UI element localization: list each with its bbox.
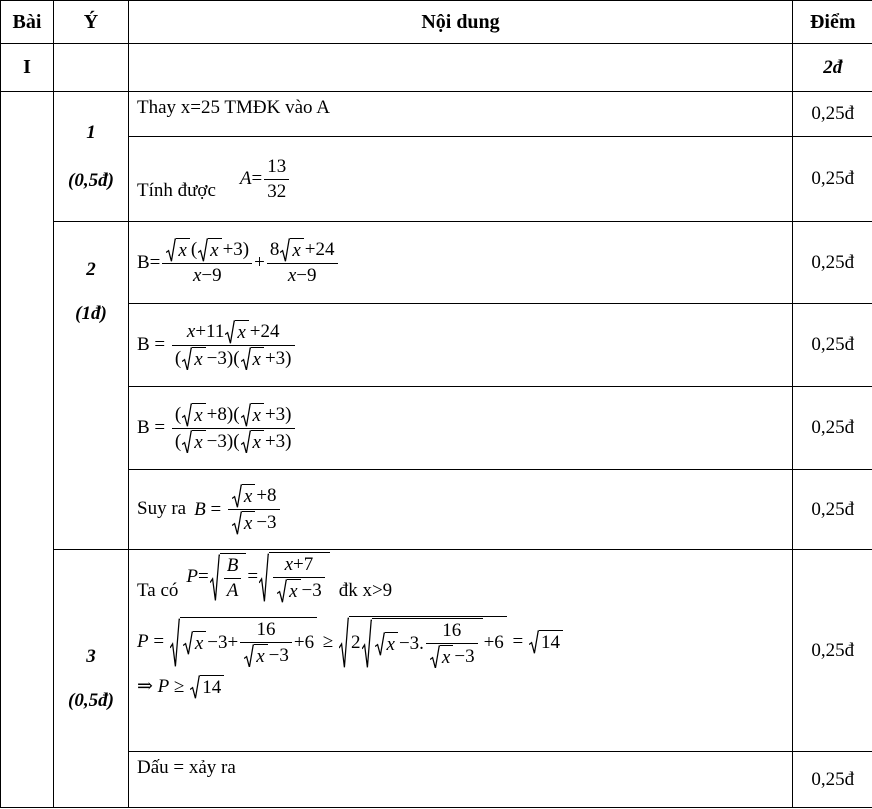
math-text: +6 [483,632,504,654]
math-expression [137,238,340,287]
content-cell [129,470,793,550]
math-sqrt [182,347,205,371]
y-group-2-cell [54,222,129,550]
math-variable: x [194,348,203,370]
radical-icon [241,347,251,371]
math-text: −3 [256,512,277,533]
radical-icon [241,430,251,454]
content-line [137,484,786,535]
math-text: +8 [256,485,277,507]
math-sqrt-content [254,644,267,668]
math-expression [137,616,564,669]
math-text: 32 [267,180,287,202]
math-variable: x [237,321,246,343]
math-sqrt-content [192,430,205,454]
math-sqrt [210,553,247,602]
math-text: = [205,498,226,520]
content-line [137,156,786,203]
math-variable: x [252,404,261,426]
math-variable: B [226,555,239,576]
math-sqrt [430,645,453,669]
math-text: +3) [264,347,292,369]
content-cell [129,387,793,470]
header-noi-dung: Nội dung [129,1,793,44]
math-denominator [273,578,325,603]
math-sqrt-content [440,645,453,669]
math-text: −9 [296,265,317,286]
table-row [1,92,872,137]
score-cell: 0,25đ [793,470,872,550]
math-variable: x [289,580,298,602]
math-sqrt-content [220,553,247,602]
math-sqrt-content [242,511,255,535]
math-denominator [240,643,292,668]
math-expression [194,484,281,535]
math-text: = [247,566,259,588]
text-segment: đk x>9 [338,579,393,601]
math-text: ( [174,403,182,425]
math-text: B = [137,417,170,439]
content-cell [129,752,793,808]
math-sqrt-content [269,552,330,603]
radical-icon [375,632,385,656]
math-sqrt-content [242,484,255,508]
math-sqrt-content [192,403,205,427]
math-text: −3+ [207,632,239,654]
math-text: ( [190,239,198,261]
text-segment: Suy ra [137,498,187,520]
math-text: +3) [222,239,250,261]
math-variable: x [194,633,204,655]
radical-icon [430,645,440,669]
y-group-1-cell [54,92,129,222]
math-numerator [267,238,338,263]
score-cell: 0,25đ [793,304,872,387]
content-cell [129,222,793,304]
score-cell: 0,25đ [793,387,872,470]
table-row [1,304,872,387]
math-sqrt [529,630,563,654]
math-fraction [172,320,295,371]
math-sqrt [232,511,255,535]
radical-icon [241,403,251,427]
math-fraction [267,238,338,287]
radical-icon [182,430,192,454]
math-text: +3) [264,403,292,425]
radical-icon [232,484,242,508]
content-line [137,552,786,603]
section-y-empty [54,44,129,92]
math-text: −9 [201,265,222,286]
math-fraction [172,403,295,454]
math-expression [137,675,225,699]
math-numerator [162,238,252,263]
math-text: = [251,168,263,190]
math-sqrt-content [349,616,507,669]
radical-icon [225,320,235,344]
radical-icon [259,552,269,603]
text-segment: Tính được [137,179,216,201]
score-cell: 0,25đ [793,222,872,304]
math-text: 13 [267,155,287,177]
header-y: Ý [54,1,129,44]
math-text: −3. [398,633,424,655]
y-group-number: 3 [86,645,96,667]
math-text: 16 [442,619,462,641]
math-sqrt [244,644,267,668]
y-group-number: 1 [86,121,96,143]
math-text: +6 [293,632,315,654]
table-row [1,752,872,808]
y-group-points: (0,5đ) [68,689,114,711]
section-bai-label: I [1,44,54,92]
math-fraction [240,619,292,668]
math-text: ( [174,347,182,369]
math-sqrt [241,347,264,371]
content-line [137,616,786,669]
header-row [1,1,872,44]
text-segment: Ta có [137,579,179,601]
math-variable: x [194,404,203,426]
math-text: B= [137,251,161,273]
math-fraction [228,484,280,535]
math-text: +8)( [206,403,240,425]
math-sqrt-content [539,630,563,654]
radical-icon [182,347,192,371]
radical-icon [277,579,287,603]
math-text: −3 [301,579,322,601]
math-variable: x [210,240,219,262]
math-variable: x [252,431,261,453]
math-denominator [285,264,320,287]
score-cell: 0,25đ [793,92,872,137]
math-variable: x [192,265,202,286]
y-group-points: (1đ) [75,302,107,324]
radical-icon [244,644,254,668]
math-sqrt-content [251,403,264,427]
math-variable: P [186,566,199,588]
table-row [1,222,872,304]
math-sqrt [190,675,224,699]
math-variable: A [226,579,239,601]
math-sqrt [241,403,264,427]
math-sqrt-content [193,631,206,655]
math-variable: x [386,634,395,656]
math-variable: x [256,645,265,667]
math-sqrt-content [251,430,264,454]
math-text: = [507,631,529,653]
math-variable: x [194,431,203,453]
radical-icon [198,238,208,262]
math-expression [137,320,297,371]
radical-icon [362,618,372,669]
math-text: ≥ [169,676,190,698]
radical-icon [183,631,193,655]
math-numerator [184,320,283,345]
math-sqrt-content [176,238,189,262]
content-cell [129,304,793,387]
math-text: 16 [256,618,276,640]
math-denominator [264,180,289,203]
text-segment: Dấu = xảy ra [137,757,236,778]
math-expression [240,156,291,203]
math-denominator [190,264,225,287]
math-fraction [426,620,478,669]
math-variable: A [239,168,252,190]
math-text: 14 [541,632,561,654]
math-text: = [148,631,169,653]
y-group-3-cell [54,550,129,808]
math-fraction [264,156,289,203]
radical-icon [182,403,192,427]
math-sqrt [232,484,255,508]
math-text: −3 [268,644,289,666]
y-group-points: (0,5đ) [68,169,114,191]
math-text: ≥ [318,631,339,653]
math-fraction [162,238,252,287]
math-text: ⇒ [137,676,158,698]
math-text: ( [174,430,182,452]
table-row [1,137,872,222]
score-cell: 0,25đ [793,752,872,808]
math-variable: x [178,240,187,262]
math-sqrt-content [385,632,398,656]
math-sqrt [259,552,330,603]
math-denominator [228,510,280,535]
math-sqrt-content [192,347,205,371]
math-numerator [228,484,280,509]
math-sqrt-content [290,238,303,262]
math-sqrt [362,618,483,669]
math-variable: x [292,240,301,262]
math-text: −3)( [206,430,240,452]
math-text: +24 [249,320,280,342]
math-text: +3) [264,430,292,452]
section-row [1,44,872,92]
math-variable: P [157,676,170,698]
math-numerator [282,554,317,577]
content-line [137,403,786,454]
math-denominator [172,346,295,371]
math-sqrt [225,320,248,344]
math-variable: x [186,320,196,342]
math-text: B = [137,334,170,356]
math-sqrt-content [251,347,264,371]
radical-icon [190,675,200,699]
math-variable: x [287,265,297,286]
radical-icon [166,238,176,262]
radical-icon [339,616,349,669]
math-sqrt [183,631,206,655]
table-row [1,387,872,470]
content-cell [129,137,793,222]
section-content-empty [129,44,793,92]
math-numerator [254,619,279,642]
math-text: 8 [269,239,280,261]
math-sqrt [277,579,300,603]
math-sqrt [182,403,205,427]
math-expression [186,552,330,603]
math-text: −3 [454,645,475,667]
math-denominator [172,429,295,454]
content-line [137,238,786,287]
section-score: 2đ [793,44,872,92]
math-sqrt-content [287,579,300,603]
math-sqrt [182,430,205,454]
radical-icon [210,553,220,602]
score-cell: 0,25đ [793,137,872,222]
math-denominator [224,579,242,602]
text-segment: Thay x=25 TMĐK vào A [137,97,330,118]
radical-icon [280,238,290,262]
header-bai: Bài [1,1,54,44]
score-cell: 0,25đ [793,550,872,752]
math-variable: x [284,554,293,575]
radical-icon [529,630,539,654]
y-group-number: 2 [86,259,96,280]
math-variable: x [243,513,253,534]
math-sqrt-content [200,675,224,699]
math-text: −3)( [206,347,240,369]
radical-icon [232,511,242,535]
math-fraction [273,554,325,603]
radical-icon [170,617,180,668]
header-diem: Điểm [793,1,872,44]
math-expression [137,403,297,454]
math-sqrt [166,238,189,262]
math-sqrt-content [180,617,317,668]
math-text: 2 [351,632,361,654]
math-variable: x [243,486,253,508]
content-line [137,320,786,371]
math-text: +24 [304,239,335,261]
math-variable: x [252,348,261,370]
math-numerator [264,156,289,179]
math-sqrt [198,238,221,262]
content-line [137,757,786,780]
math-sqrt-content [208,238,221,262]
content-line [137,97,786,120]
math-numerator [439,620,464,643]
table-row [1,550,872,752]
table-row [1,470,872,550]
math-sqrt-content [235,320,248,344]
math-denominator [426,644,478,669]
math-variable: B [194,498,206,520]
math-sqrt [339,616,507,669]
content-cell [129,92,793,137]
math-variable: P [137,631,149,653]
math-sqrt [170,617,317,668]
math-fraction [224,555,242,602]
math-text: +11 [195,320,225,342]
math-sqrt [280,238,303,262]
bai-column-empty-cell [1,92,54,808]
math-text: +7 [293,554,314,575]
math-text: + [254,251,265,273]
content-line [137,675,786,699]
math-sqrt [375,632,398,656]
math-sqrt [241,430,264,454]
math-numerator [224,555,242,578]
math-text: = [198,566,209,588]
math-variable: x [441,646,451,668]
content-cell [129,550,793,752]
math-numerator [172,403,295,428]
math-text: 14 [202,677,222,699]
math-sqrt-content [372,618,483,669]
